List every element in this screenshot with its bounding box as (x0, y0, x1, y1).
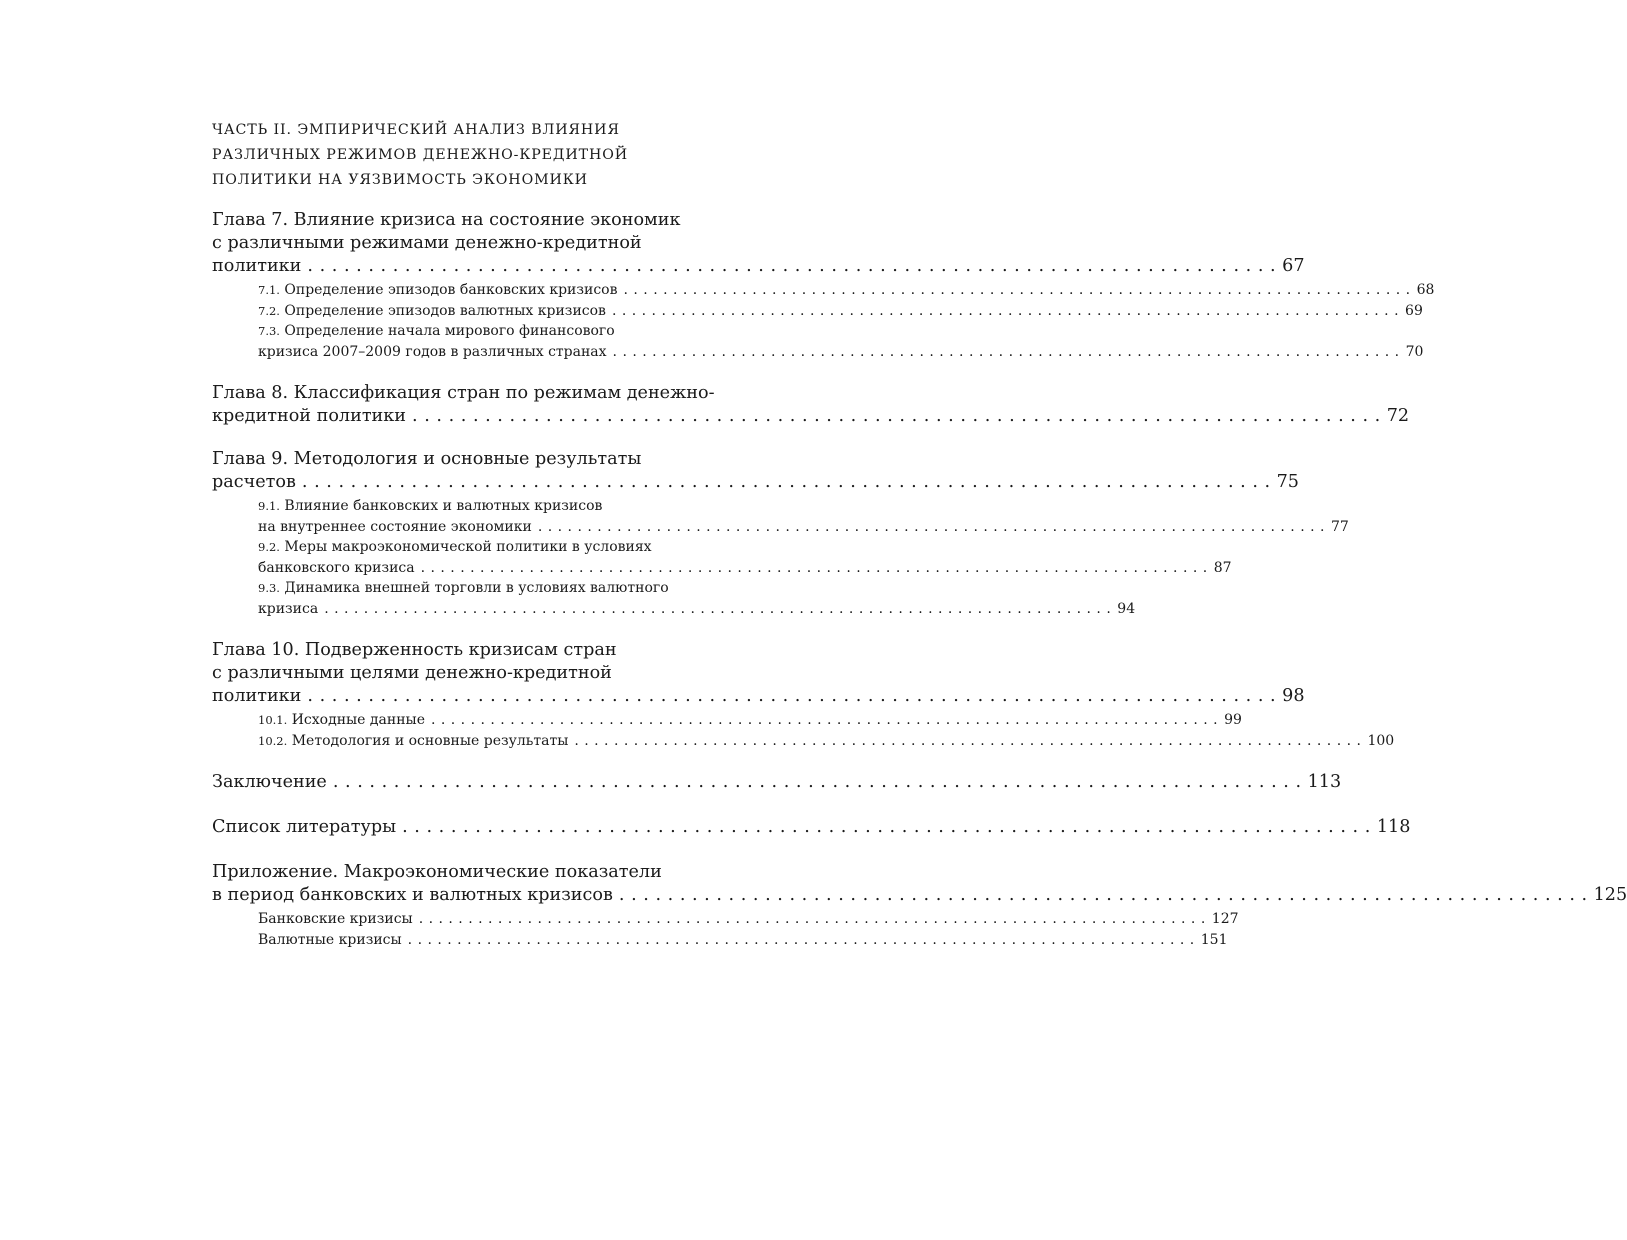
dot-leader: . . . . . . . . . . . . . . . . . . . . . . . . . . . . . . . . . . . . . . . . . . . . . . . . . . . . . . . . . . . . . . . . . . . . . . . . . . . . . . . . (412, 406, 1381, 426)
chapter-8-entry[interactable] (212, 382, 1410, 428)
section-10-1-entry[interactable] (258, 710, 1242, 731)
section-title: Исходные данные (291, 712, 425, 728)
dot-leader: . . . . . . . . . . . . . . . . . . . . . . . . . . . . . . . . . . . . . . . . . . . . . . . . . . . . . . . . . . . . . . . . . . . . . . . . . . . . . . . . (332, 772, 1302, 792)
appendix-title-line: Приложение. Макроэкономические показатели (212, 862, 662, 882)
section-title: кризиса (258, 600, 319, 617)
page-number: 98 (1282, 686, 1305, 706)
conclusion-entry[interactable] (212, 771, 1342, 794)
chapter-title-last-line (212, 405, 1410, 428)
part-heading-line: ПОЛИТИКИ НА УЯЗВИМОСТЬ ЭКОНОМИКИ (212, 172, 588, 188)
chapter-title-text: кредитной политики (212, 406, 407, 426)
page-number: 67 (1282, 256, 1305, 276)
page-number: 127 (1211, 911, 1239, 927)
chapter-title-line: с различными целями денежно-кредитной (212, 663, 612, 683)
chapter-9-entry[interactable] (212, 448, 1349, 619)
chapter-title-last-line (212, 685, 1305, 708)
page-number: 68 (1416, 282, 1435, 298)
page-number: 118 (1376, 817, 1411, 837)
page-number: 70 (1405, 343, 1424, 360)
section-title-line: Динамика внешней торговли в условиях валютного (284, 580, 669, 596)
chapter-title-last-line (212, 471, 1299, 494)
section-10-2-entry[interactable] (258, 731, 1395, 752)
chapter-title-text: политики (212, 686, 302, 706)
chapter-title-line: Глава 10. Подверженность кризисам стран (212, 640, 617, 660)
chapter-10-entry[interactable] (212, 639, 1395, 751)
dot-leader: . . . . . . . . . . . . . . . . . . . . . . . . . . . . . . . . . . . . . . . . . . . . . . . . . . . . . . . . . . . . . . . . . . . . . . . . . . . . . . . . (623, 282, 1411, 298)
section-title-line: Определение начала мирового финансового (284, 323, 615, 339)
chapter-title-line: с различными режимами денежно-кредитной (212, 233, 642, 253)
part-heading-line: ЧАСТЬ II. ЭМПИРИЧЕСКИЙ АНАЛИЗ ВЛИЯНИЯ (212, 122, 620, 138)
part-heading-line: РАЗЛИЧНЫХ РЕЖИМОВ ДЕНЕЖНО-КРЕДИТНОЙ (212, 147, 629, 163)
section-list (258, 909, 1239, 950)
dot-leader: . . . . . . . . . . . . . . . . . . . . . . . . . . . . . . . . . . . . . . . . . . . . . . . . . . . . . . . . . . . . . . . . . . . . . . . . . . . . . . . . (537, 518, 1325, 535)
chapter-7-entry[interactable] (212, 209, 1435, 362)
section-7-3-entry[interactable] (258, 321, 1424, 362)
section-title: Определение эпизодов банковских кризисов (284, 282, 618, 298)
section-list (258, 710, 1395, 751)
appendix-title-last-line (212, 884, 1627, 907)
section-title: Методология и основные результаты (291, 732, 569, 749)
section-7-2-entry[interactable] (258, 301, 1423, 322)
chapter-title-text: расчетов (212, 472, 296, 492)
appendix-banking-crises-entry[interactable] (258, 909, 1239, 930)
dot-leader: . . . . . . . . . . . . . . . . . . . . . . . . . . . . . . . . . . . . . . . . . . . . . . . . . . . . . . . . . . . . . . . . . . . . . . . . . . . . . . . . (402, 817, 1371, 837)
chapter-title-text: политики (212, 256, 302, 276)
page-number: 87 (1213, 559, 1232, 576)
section-number: 9.1. (258, 499, 280, 513)
page-number: 94 (1117, 600, 1136, 617)
section-title: банковского кризиса (258, 559, 415, 576)
dot-leader: . . . . . . . . . . . . . . . . . . . . . . . . . . . . . . . . . . . . . . . . . . . . . . . . . . . . . . . . . . . . . . . . . . . . . . . . . . . . . . . . (618, 885, 1588, 905)
dot-leader: . . . . . . . . . . . . . . . . . . . . . . . . . . . . . . . . . . . . . . . . . . . . . . . . . . . . . . . . . . . . . . . . . . . . . . . . . . . . . . . . (418, 911, 1206, 927)
dot-leader: . . . . . . . . . . . . . . . . . . . . . . . . . . . . . . . . . . . . . . . . . . . . . . . . . . . . . . . . . . . . . . . . . . . . . . . . . . . . . . . . (574, 732, 1362, 749)
dot-leader: . . . . . . . . . . . . . . . . . . . . . . . . . . . . . . . . . . . . . . . . . . . . . . . . . . . . . . . . . . . . . . . . . . . . . . . . . . . . . . . . (612, 343, 1400, 360)
page-number: 100 (1367, 732, 1395, 749)
section-title: Валютные кризисы (258, 931, 402, 948)
appendix-entry[interactable] (212, 861, 1627, 950)
page-number: 99 (1224, 712, 1242, 728)
page-number: 75 (1276, 472, 1299, 492)
section-9-1-entry[interactable] (258, 496, 1349, 537)
section-title-line: Меры макроэкономической политики в условиях (284, 539, 652, 555)
page-number: 72 (1386, 406, 1410, 426)
section-7-1-entry[interactable] (258, 280, 1435, 301)
section-list (258, 496, 1349, 619)
dot-leader: . . . . . . . . . . . . . . . . . . . . . . . . . . . . . . . . . . . . . . . . . . . . . . . . . . . . . . . . . . . . . . . . . . . . . . . . . . . . . . . . (307, 256, 1277, 276)
page-number: 113 (1307, 772, 1342, 792)
section-number: 10.2. (258, 733, 288, 748)
chapter-title-line: Глава 7. Влияние кризиса на состояние экономик (212, 210, 681, 230)
section-number: 9.2. (258, 540, 280, 554)
section-9-3-entry[interactable] (258, 578, 1136, 619)
dot-leader: . . . . . . . . . . . . . . . . . . . . . . . . . . . . . . . . . . . . . . . . . . . . . . . . . . . . . . . . . . . . . . . . . . . . . . . . . . . . . . . . (611, 302, 1400, 319)
dot-leader: . . . . . . . . . . . . . . . . . . . . . . . . . . . . . . . . . . . . . . . . . . . . . . . . . . . . . . . . . . . . . . . . . . . . . . . . . . . . . . . . (324, 600, 1112, 617)
appendix-title-text: в период банковских и валютных кризисов (212, 885, 613, 905)
page-number: 69 (1405, 302, 1423, 319)
section-number: 10.1. (258, 713, 288, 727)
section-title: на внутреннее состояние экономики (258, 518, 532, 535)
part-heading (212, 118, 724, 193)
section-title: кризиса 2007–2009 годов в различных странах (258, 343, 607, 360)
conclusion-title: Заключение (212, 772, 327, 792)
dot-leader: . . . . . . . . . . . . . . . . . . . . . . . . . . . . . . . . . . . . . . . . . . . . . . . . . . . . . . . . . . . . . . . . . . . . . . . . . . . . . . . . (307, 686, 1277, 706)
chapter-title-line: Глава 8. Классификация стран по режимам денежно- (212, 383, 715, 403)
page-number: 125 (1593, 885, 1627, 905)
bibliography-title: Список литературы (212, 817, 397, 837)
dot-leader: . . . . . . . . . . . . . . . . . . . . . . . . . . . . . . . . . . . . . . . . . . . . . . . . . . . . . . . . . . . . . . . . . . . . . . . . . . . . . . . . (407, 931, 1195, 948)
page-number: 77 (1330, 518, 1349, 535)
section-number: 7.2. (258, 303, 280, 318)
bibliography-entry[interactable] (212, 816, 1411, 839)
table-of-contents (212, 118, 1627, 970)
section-title: Определение эпизодов валютных кризисов (284, 302, 606, 319)
dot-leader: . . . . . . . . . . . . . . . . . . . . . . . . . . . . . . . . . . . . . . . . . . . . . . . . . . . . . . . . . . . . . . . . . . . . . . . . . . . . . . . . (301, 472, 1271, 492)
section-9-2-entry[interactable] (258, 537, 1232, 578)
appendix-currency-crises-entry[interactable] (258, 930, 1228, 951)
dot-leader: . . . . . . . . . . . . . . . . . . . . . . . . . . . . . . . . . . . . . . . . . . . . . . . . . . . . . . . . . . . . . . . . . . . . . . . . . . . . . . . . (430, 712, 1219, 728)
section-number: 9.3. (258, 581, 280, 595)
section-number: 7.3. (258, 324, 280, 338)
chapter-title-last-line (212, 255, 1305, 278)
page-number: 151 (1200, 931, 1228, 948)
section-number: 7.1. (258, 283, 280, 297)
chapter-title-line: Глава 9. Методология и основные результаты (212, 449, 642, 469)
section-title-line: Влияние банковских и валютных кризисов (284, 498, 603, 514)
dot-leader: . . . . . . . . . . . . . . . . . . . . . . . . . . . . . . . . . . . . . . . . . . . . . . . . . . . . . . . . . . . . . . . . . . . . . . . . . . . . . . . . (420, 559, 1208, 576)
section-list (258, 280, 1435, 362)
section-title: Банковские кризисы (258, 911, 413, 927)
